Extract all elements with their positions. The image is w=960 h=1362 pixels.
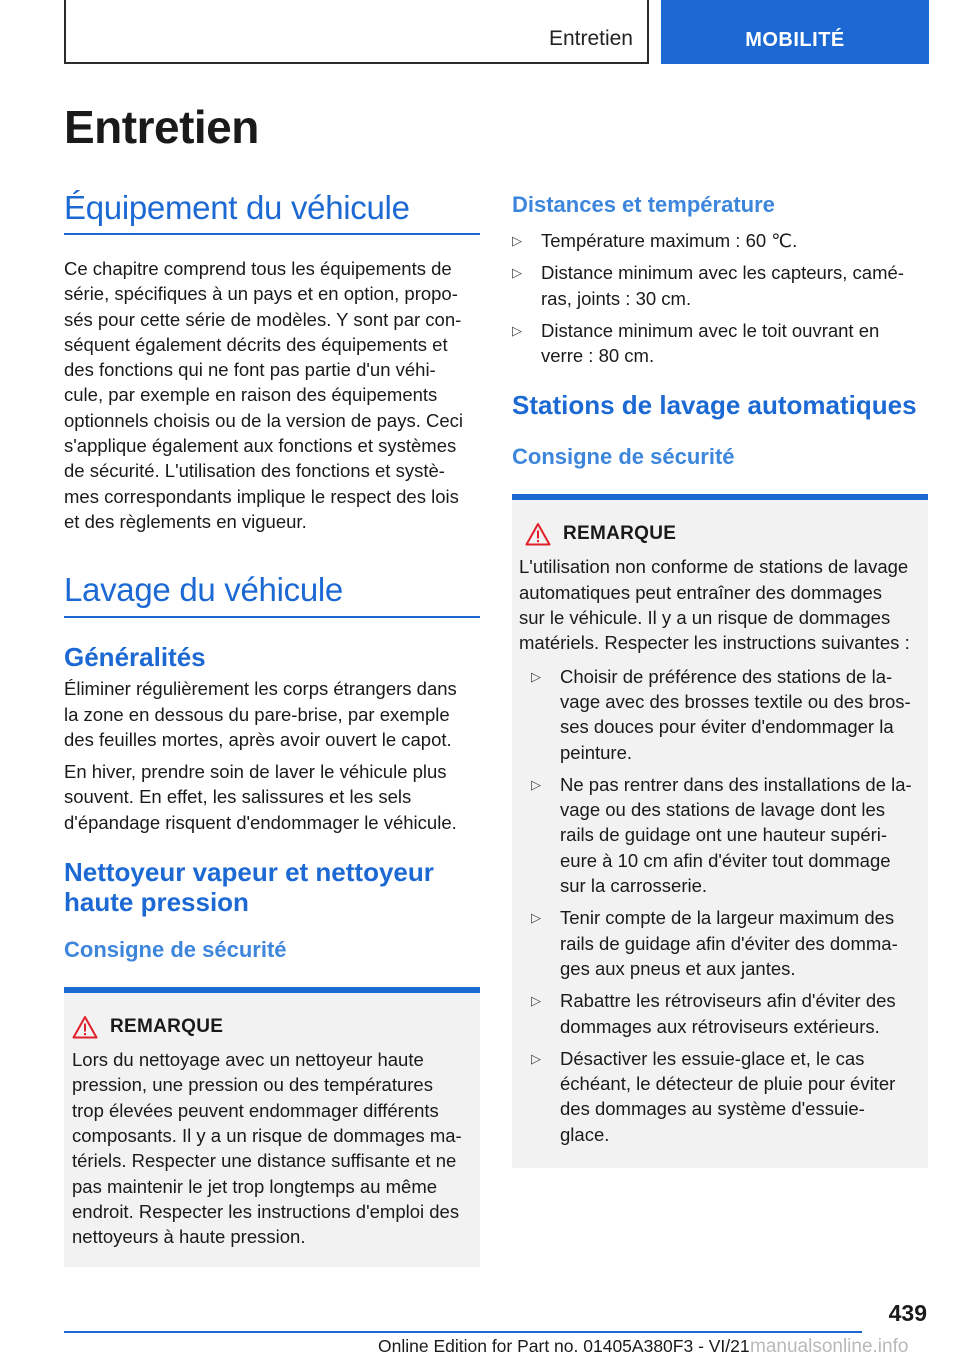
- page-title: Entretien: [64, 101, 259, 153]
- consigne-heading-right: Consigne de sécurité: [512, 444, 735, 470]
- list-item-line: Ne pas rentrer dans des installations de la-: [560, 773, 912, 795]
- triangle-bullet-icon: ▷: [531, 993, 541, 1009]
- heading-line: haute pression: [64, 887, 249, 918]
- lavage-heading: Lavage du véhicule: [64, 571, 343, 609]
- generalites-heading: Généralités: [64, 642, 206, 673]
- equipement-heading: Équipement du véhicule: [64, 189, 410, 226]
- text-line: tériels. Respecter une distance suffisante et ne: [72, 1150, 457, 1172]
- text-line: trop élevées peuvent endommager différents: [72, 1099, 439, 1121]
- note-text: [519, 554, 922, 655]
- text-line: En hiver, prendre soin de laver le véhicule plus: [64, 761, 447, 783]
- list-item-line: peinture.: [560, 741, 632, 763]
- section-tab-label: Entretien: [548, 27, 633, 50]
- list-item: [531, 1046, 922, 1147]
- list-item-line: vage avec des brosses textile ou des bros-: [560, 690, 911, 712]
- text-line: la zone en dessous du pare-brise, par exemple: [64, 703, 450, 725]
- list-item: [531, 664, 922, 765]
- text-line: s'applique également aux fonctions et systèmes: [64, 435, 457, 457]
- right-column: [512, 192, 928, 1168]
- triangle-bullet-icon: ▷: [531, 1050, 541, 1066]
- note-label: REMARQUE: [563, 523, 677, 545]
- list-item-line: glace.: [560, 1123, 610, 1145]
- list-item-line: Distance minimum avec le toit ouvrant en: [541, 319, 880, 341]
- text-line: de sécurité. L'utilisation des fonctions et systè-: [64, 460, 445, 482]
- list-item-line: dommages aux rétroviseurs extérieurs.: [560, 1015, 880, 1037]
- list-item-line: sur la carrosserie.: [560, 875, 708, 897]
- triangle-bullet-icon: ▷: [512, 322, 522, 338]
- section-rule: [64, 616, 480, 618]
- list-item-line: eure à 10 cm afin d'éviter tout dommage: [560, 849, 891, 871]
- text-line: séquent également décrits des équipements et: [64, 333, 448, 355]
- note-instructions-list: [519, 664, 922, 1147]
- text-line: des fonctions qui ne font pas partie d'un véhi-: [64, 359, 436, 381]
- text-line: sur le véhicule. Il y a un risque de dommages: [519, 607, 891, 629]
- heading-line: Nettoyeur vapeur et nettoyeur: [64, 857, 434, 888]
- lavage-paragraph-1: [64, 676, 480, 752]
- text-line: composants. Il y a un risque de dommages ma-: [72, 1124, 462, 1146]
- stations-heading: Stations de lavage automatiques: [512, 390, 917, 421]
- list-item-line: Rabattre les rétroviseurs afin d'éviter des: [560, 990, 896, 1012]
- nettoyeur-heading: [64, 857, 480, 917]
- triangle-bullet-icon: ▷: [512, 265, 522, 281]
- text-line: Ce chapitre comprend tous les équipements de: [64, 258, 452, 279]
- list-item: [512, 228, 928, 253]
- list-item-line: Choisir de préférence des stations de la-: [560, 665, 893, 687]
- text-line: cule, par exemple en raison des équipements: [64, 384, 438, 406]
- lavage-paragraph-2: [64, 759, 480, 835]
- note-text: [72, 1047, 474, 1249]
- text-line: d'épandage risquent d'endommager le véhicule.: [64, 811, 457, 833]
- section-tab[interactable]: [64, 0, 649, 64]
- chapter-tab-label: MOBILITÉ: [745, 29, 845, 51]
- list-item-line: ses douces pour éviter d'endommager la: [560, 716, 894, 738]
- text-line: matériels. Respecter les instructions suivantes :: [519, 632, 910, 654]
- triangle-bullet-icon: ▷: [512, 233, 522, 248]
- list-item-line: Tenir compte de la largeur maximum des: [560, 907, 895, 929]
- list-item-line: Distance minimum avec les capteurs, camé-: [541, 262, 904, 284]
- text-line: Lors du nettoyage avec un nettoyeur haute: [72, 1049, 424, 1071]
- text-line: endroit. Respecter les instructions d'emploi des: [72, 1200, 460, 1222]
- note-header: [72, 1015, 474, 1039]
- list-item-line: rails de guidage ont une hauteur supéri-: [560, 824, 888, 846]
- list-item: [531, 988, 922, 1039]
- text-line: et des règlements en vigueur.: [64, 510, 307, 532]
- text-line: L'utilisation non conforme de stations de lavage: [519, 556, 909, 578]
- triangle-bullet-icon: ▷: [531, 776, 541, 792]
- text-line: nettoyeurs à haute pression.: [72, 1226, 306, 1248]
- list-item-line: ges aux pneus et aux jantes.: [560, 957, 796, 979]
- list-item-line: ras, joints : 30 cm.: [541, 287, 692, 309]
- equipement-paragraph: [64, 256, 480, 534]
- edition-text: Online Edition for Part no. 01405A380F3 - VI/21: [378, 1336, 750, 1356]
- list-item: [531, 905, 922, 981]
- warning-triangle-icon: [525, 522, 551, 546]
- list-item: [512, 318, 928, 369]
- list-item-line: Désactiver les essuie-glace et, le cas: [560, 1047, 865, 1069]
- list-item-line: échéant, le détecteur de pluie pour éviter: [560, 1073, 896, 1095]
- text-line: sés pour cette série de modèles. Y sont par con-: [64, 308, 462, 330]
- list-item-line: verre : 80 cm.: [541, 345, 655, 367]
- list-item-line: des dommages au système d'essuie-: [560, 1098, 865, 1120]
- text-line: optionnels choisis ou de la version de pays. Ceci: [64, 409, 464, 431]
- text-line: pas maintenir le jet trop longtemps au même: [72, 1175, 438, 1197]
- text-line: automatiques peut entraîner des dommages: [519, 581, 883, 603]
- consigne-heading-left: Consigne de sécurité: [64, 937, 287, 963]
- warning-note-right: [512, 494, 928, 1168]
- warning-triangle-icon: [72, 1015, 98, 1039]
- left-column: [64, 180, 480, 1267]
- list-item: [531, 772, 922, 898]
- list-item-line: Température maximum : 60 ℃.: [541, 230, 798, 251]
- section-rule: [64, 233, 480, 235]
- text-line: souvent. En effet, les salissures et les sels: [64, 786, 412, 808]
- chapter-tab[interactable]: [661, 0, 929, 64]
- triangle-bullet-icon: ▷: [531, 668, 541, 684]
- text-line: des feuilles mortes, après avoir ouvert le capot.: [64, 728, 452, 750]
- distances-list: [512, 228, 928, 368]
- text-line: pression, une pression ou des températures: [72, 1074, 433, 1096]
- watermark-text: manualsonline.info: [750, 1336, 909, 1357]
- footer-rule: [64, 1331, 862, 1333]
- text-line: Éliminer régulièrement les corps étrangers dans: [64, 678, 457, 700]
- note-header: [519, 522, 922, 546]
- text-line: mes correspondants implique le respect des lois: [64, 485, 459, 507]
- text-line: série, spécifiques à un pays et en option, propo-: [64, 283, 458, 305]
- triangle-bullet-icon: ▷: [531, 910, 541, 926]
- note-label: REMARQUE: [110, 1016, 224, 1038]
- distances-heading: Distances et température: [512, 192, 775, 217]
- list-item: [512, 260, 928, 311]
- list-item-line: rails de guidage afin d'éviter des domma-: [560, 932, 898, 954]
- warning-note-left: [64, 987, 480, 1267]
- page-number: 439: [888, 1300, 927, 1326]
- list-item-line: vage ou des stations de lavage dont les: [560, 799, 886, 821]
